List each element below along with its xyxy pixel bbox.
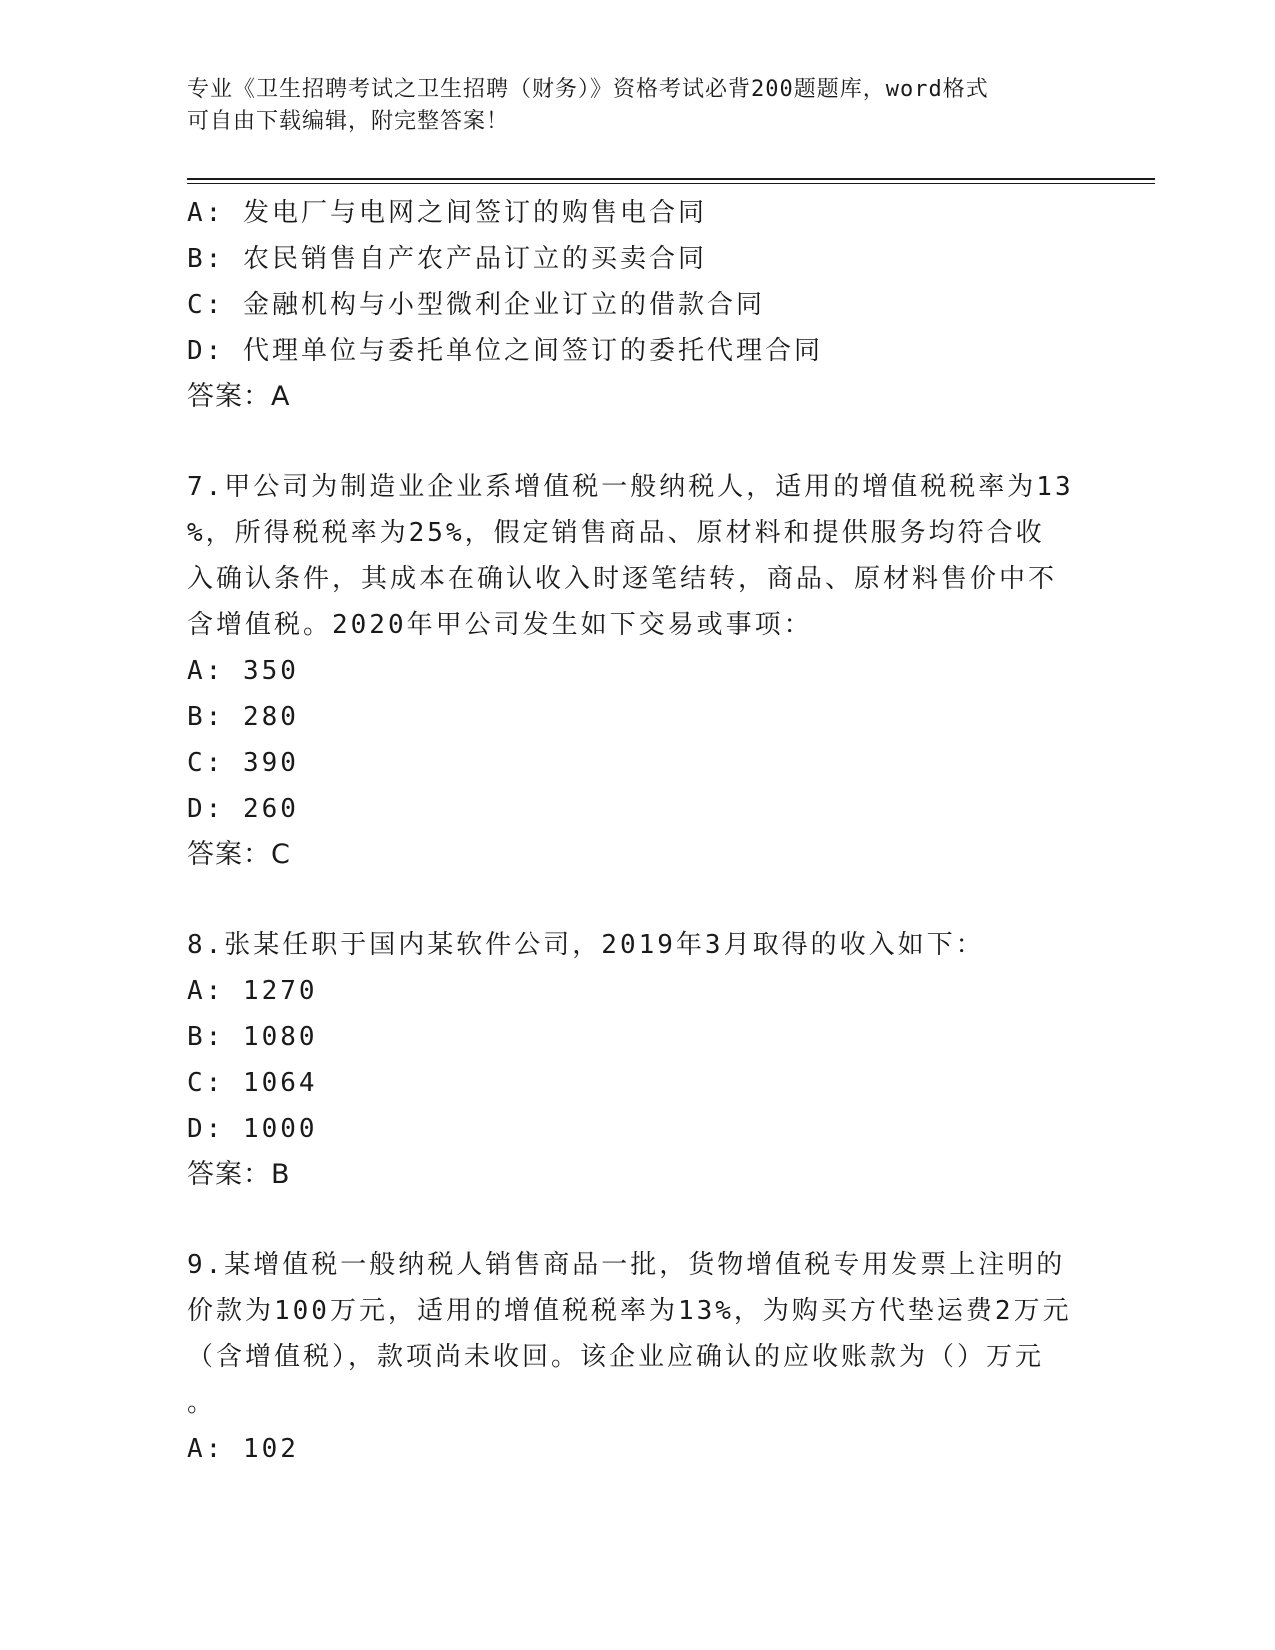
- question-6-option-b: B: 农民销售自产农产品订立的买卖合同: [187, 244, 707, 274]
- question-8: [187, 922, 1077, 1198]
- question-7-answer: 答案：C: [187, 839, 291, 870]
- question-6-option-d: D: 代理单位与委托单位之间签订的委托代理合同: [187, 336, 823, 366]
- header-divider-thick: [187, 178, 1155, 180]
- question-7-text-line: 含增值税。2020年甲公司发生如下交易或事项：: [187, 610, 813, 640]
- question-list: [187, 190, 1077, 1472]
- question-7-option-b: B: 280: [187, 702, 299, 732]
- header-divider-thin: [187, 183, 1155, 184]
- question-9-option-a: A: 102: [187, 1434, 299, 1464]
- document-header: [187, 74, 1087, 138]
- question-8-answer: 答案：B: [187, 1159, 291, 1190]
- question-9-text-line: 价款为100万元，适用的增值税税率为13%，为购买方代垫运费2万元: [187, 1296, 1072, 1326]
- question-7-option-a: A: 350: [187, 656, 299, 686]
- header-title-line-1: 专业《卫生招聘考试之卫生招聘（财务）》资格考试必背200题题库，word格式: [187, 77, 989, 102]
- question-8-option-b: B: 1080: [187, 1022, 318, 1052]
- header-title-line-2: 可自由下载编辑，附完整答案！: [187, 109, 510, 134]
- question-9-text-line: 。: [187, 1388, 217, 1418]
- question-7-text-line: %，所得税税率为25%，假定销售商品、原材料和提供服务均符合收: [187, 518, 1045, 548]
- question-9-text-line: 9.某增值税一般纳税人销售商品一批，货物增值税专用发票上注明的: [187, 1250, 1066, 1280]
- question-8-text-line: 8.张某任职于国内某软件公司，2019年3月取得的收入如下：: [187, 930, 985, 960]
- question-9: [187, 1242, 1077, 1472]
- question-7: [187, 464, 1077, 878]
- question-6: [187, 190, 1077, 420]
- question-6-answer: 答案：A: [187, 381, 291, 412]
- question-6-option-a: A: 发电厂与电网之间签订的购售电合同: [187, 198, 707, 228]
- question-7-option-d: D: 260: [187, 794, 299, 824]
- question-8-option-a: A: 1270: [187, 976, 318, 1006]
- question-9-text-line: （含增值税），款项尚未收回。该企业应确认的应收账款为（）万元: [187, 1342, 1045, 1372]
- question-8-option-d: D: 1000: [187, 1114, 318, 1144]
- question-7-text-line: 入确认条件，其成本在确认收入时逐笔结转，商品、原材料售价中不: [187, 564, 1058, 594]
- question-6-option-c: C: 金融机构与小型微利企业订立的借款合同: [187, 290, 765, 320]
- question-7-text-line: 7.甲公司为制造业企业系增值税一般纳税人，适用的增值税税率为13: [187, 472, 1074, 502]
- question-8-option-c: C: 1064: [187, 1068, 318, 1098]
- question-7-option-c: C: 390: [187, 748, 299, 778]
